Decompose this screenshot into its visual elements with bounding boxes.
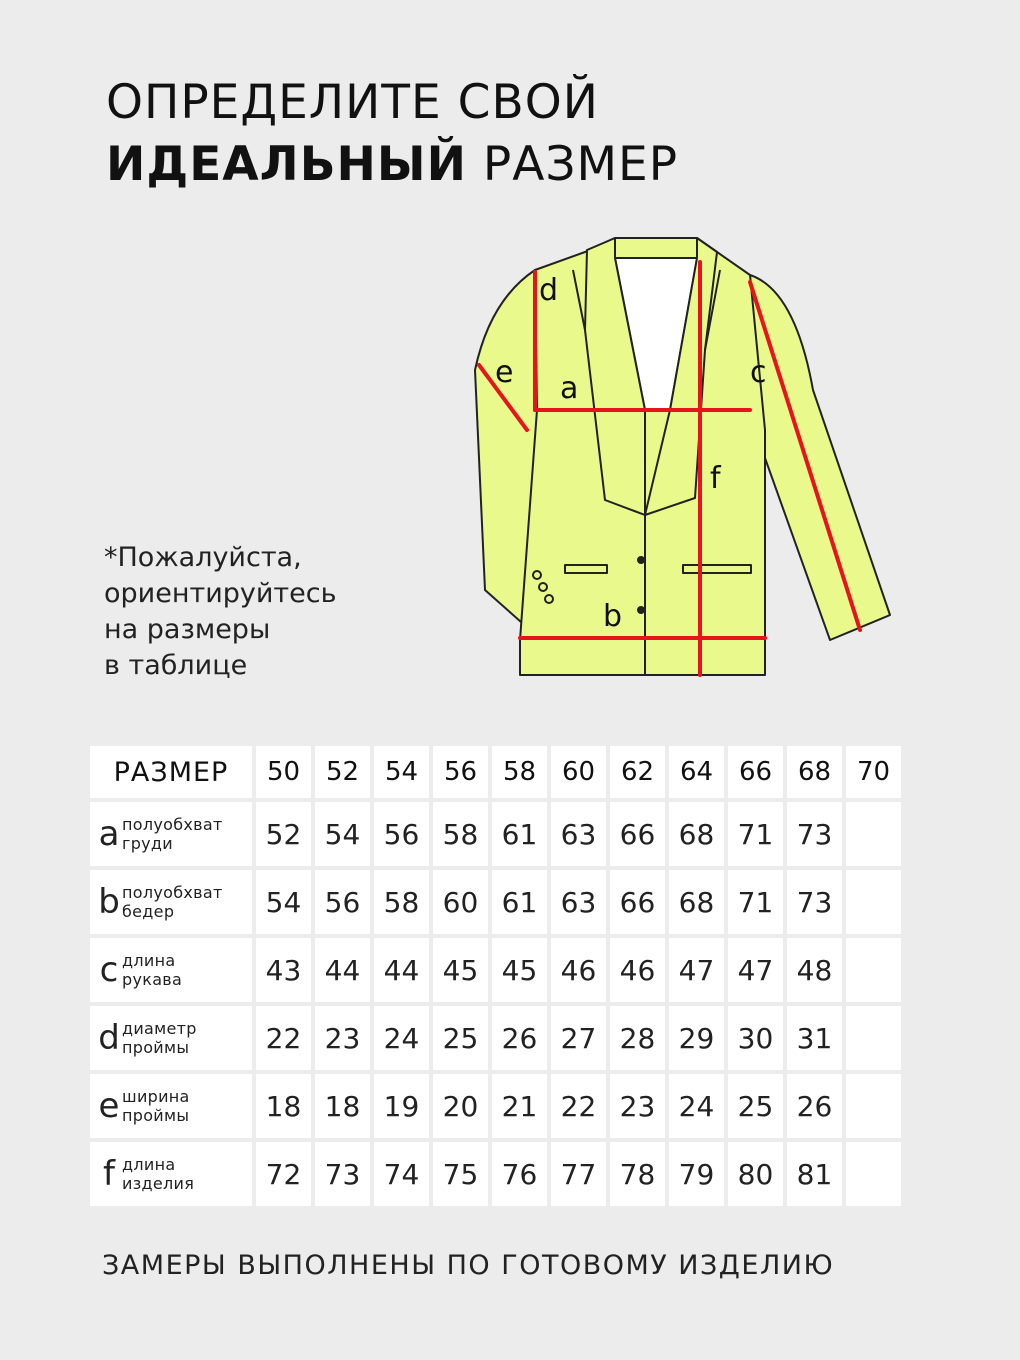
- row-label-cell: [90, 1006, 252, 1070]
- size-header-cell: 64: [669, 746, 724, 798]
- value-cell: [846, 1142, 901, 1206]
- size-header-cell: 60: [551, 746, 606, 798]
- row-description-line: проймы: [122, 1038, 190, 1057]
- note-line: на размеры: [104, 614, 271, 645]
- size-header-cell: 50: [256, 746, 311, 798]
- value-cell: [846, 1006, 901, 1070]
- value-cell: 66: [610, 802, 665, 866]
- value-cell: 48: [787, 938, 842, 1002]
- row-description: [122, 1087, 190, 1125]
- row-description-line: ширина: [122, 1087, 190, 1106]
- value-cell: 25: [728, 1074, 783, 1138]
- size-header-cell: 66: [728, 746, 783, 798]
- title-line-2: [106, 134, 678, 196]
- table-row: [90, 1006, 901, 1070]
- size-header-label: РАЗМЕР: [90, 746, 252, 798]
- value-cell: 61: [492, 802, 547, 866]
- value-cell: 44: [315, 938, 370, 1002]
- row-letter: f: [103, 1154, 115, 1194]
- value-cell: 71: [728, 802, 783, 866]
- value-cell: 26: [492, 1006, 547, 1070]
- note-line: в таблице: [104, 650, 248, 681]
- value-cell: 22: [551, 1074, 606, 1138]
- value-cell: 28: [610, 1006, 665, 1070]
- value-cell: 25: [433, 1006, 488, 1070]
- row-description-line: длина: [122, 1155, 176, 1174]
- value-cell: 44: [374, 938, 429, 1002]
- value-cell: 46: [551, 938, 606, 1002]
- value-cell: 21: [492, 1074, 547, 1138]
- row-letter: e: [98, 1086, 120, 1126]
- row-description-line: полуобхват: [122, 815, 223, 834]
- table-row: [90, 1142, 901, 1206]
- value-cell: 75: [433, 1142, 488, 1206]
- value-cell: 43: [256, 938, 311, 1002]
- row-description: [122, 1019, 197, 1057]
- value-cell: 68: [669, 870, 724, 934]
- value-cell: [846, 802, 901, 866]
- row-description-line: полуобхват: [122, 883, 223, 902]
- table-row: [90, 802, 901, 866]
- value-cell: 22: [256, 1006, 311, 1070]
- right-sleeve-shape: [750, 275, 890, 640]
- row-label-cell: [90, 1074, 252, 1138]
- value-cell: 73: [315, 1142, 370, 1206]
- size-header-cell: 68: [787, 746, 842, 798]
- value-cell: 58: [374, 870, 429, 934]
- title-rest-word: РАЗМЕР: [482, 137, 679, 192]
- value-cell: 47: [669, 938, 724, 1002]
- value-cell: 24: [374, 1006, 429, 1070]
- diagram-label-e: e: [495, 355, 514, 390]
- value-cell: 63: [551, 870, 606, 934]
- value-cell: 26: [787, 1074, 842, 1138]
- row-letter: a: [98, 814, 120, 854]
- value-cell: 76: [492, 1142, 547, 1206]
- value-cell: [846, 1074, 901, 1138]
- value-cell: 74: [374, 1142, 429, 1206]
- value-cell: 58: [433, 802, 488, 866]
- footer-note: ЗАМЕРЫ ВЫПОЛНЕНЫ ПО ГОТОВОМУ ИЗДЕЛИЮ: [102, 1250, 835, 1281]
- diagram-label-f: f: [710, 461, 721, 496]
- value-cell: 18: [315, 1074, 370, 1138]
- value-cell: 46: [610, 938, 665, 1002]
- value-cell: 19: [374, 1074, 429, 1138]
- row-description-line: рукава: [122, 970, 183, 989]
- value-cell: 45: [492, 938, 547, 1002]
- diagram-label-d: d: [539, 273, 559, 308]
- row-letter: d: [98, 1018, 120, 1058]
- value-cell: 24: [669, 1074, 724, 1138]
- note-line: *Пожалуйста,: [104, 542, 302, 573]
- diagram-label-b: b: [603, 599, 623, 634]
- value-cell: 30: [728, 1006, 783, 1070]
- value-cell: 81: [787, 1142, 842, 1206]
- value-cell: 29: [669, 1006, 724, 1070]
- row-description-line: проймы: [122, 1106, 190, 1125]
- value-cell: 18: [256, 1074, 311, 1138]
- value-cell: 54: [315, 802, 370, 866]
- value-cell: 72: [256, 1142, 311, 1206]
- size-note: [104, 540, 404, 684]
- row-description: [122, 883, 223, 921]
- table-row: [90, 1074, 901, 1138]
- value-cell: 79: [669, 1142, 724, 1206]
- value-cell: 45: [433, 938, 488, 1002]
- row-description-line: груди: [122, 834, 173, 853]
- value-cell: 31: [787, 1006, 842, 1070]
- row-description-line: длина: [122, 951, 176, 970]
- jacket-diagram: [465, 230, 895, 690]
- row-letter: c: [99, 950, 119, 990]
- row-label-cell: [90, 1142, 252, 1206]
- size-header-cell: 62: [610, 746, 665, 798]
- value-cell: 68: [669, 802, 724, 866]
- size-header-cell: 58: [492, 746, 547, 798]
- diagram-label-a: a: [560, 371, 579, 406]
- row-label-cell: [90, 870, 252, 934]
- table-header-row: [90, 746, 901, 798]
- value-cell: 61: [492, 870, 547, 934]
- row-description: [122, 951, 182, 989]
- value-cell: 80: [728, 1142, 783, 1206]
- row-letter: b: [98, 882, 120, 922]
- value-cell: [846, 938, 901, 1002]
- row-description-line: диаметр: [122, 1019, 197, 1038]
- size-header-cell: 54: [374, 746, 429, 798]
- table-row: [90, 870, 901, 934]
- value-cell: 23: [315, 1006, 370, 1070]
- value-cell: 73: [787, 802, 842, 866]
- value-cell: 56: [374, 802, 429, 866]
- size-chart-table: [86, 742, 905, 1210]
- value-cell: 66: [610, 870, 665, 934]
- value-cell: 71: [728, 870, 783, 934]
- size-header-cell: 70: [846, 746, 901, 798]
- title-line-1: ОПРЕДЕЛИТЕ СВОЙ: [106, 75, 599, 130]
- diagram-label-c: c: [750, 355, 767, 390]
- value-cell: 54: [256, 870, 311, 934]
- value-cell: 63: [551, 802, 606, 866]
- value-cell: 23: [610, 1074, 665, 1138]
- size-header-cell: 52: [315, 746, 370, 798]
- row-description-line: бедер: [122, 902, 175, 921]
- row-label-cell: [90, 802, 252, 866]
- value-cell: 77: [551, 1142, 606, 1206]
- row-label-cell: [90, 938, 252, 1002]
- title-bold-word: ИДЕАЛЬНЫЙ: [106, 137, 467, 192]
- table-row: [90, 938, 901, 1002]
- value-cell: 73: [787, 870, 842, 934]
- note-line: ориентируйтесь: [104, 578, 337, 609]
- row-description: [122, 1155, 194, 1193]
- size-header-cell: 56: [433, 746, 488, 798]
- value-cell: 47: [728, 938, 783, 1002]
- value-cell: [846, 870, 901, 934]
- page-title: [106, 72, 678, 196]
- row-description-line: изделия: [122, 1174, 195, 1193]
- value-cell: 52: [256, 802, 311, 866]
- row-description: [122, 815, 223, 853]
- value-cell: 27: [551, 1006, 606, 1070]
- value-cell: 20: [433, 1074, 488, 1138]
- value-cell: 60: [433, 870, 488, 934]
- value-cell: 78: [610, 1142, 665, 1206]
- value-cell: 56: [315, 870, 370, 934]
